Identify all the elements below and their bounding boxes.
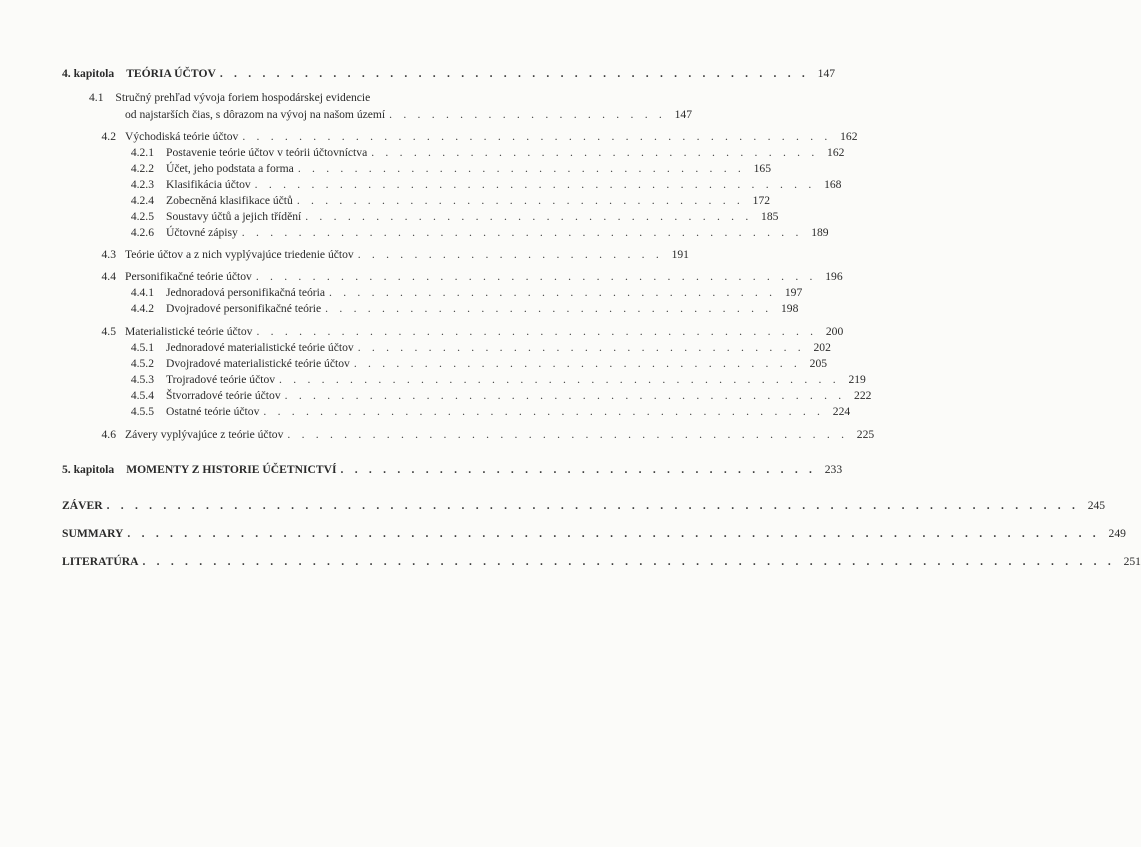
leader-dots: . . . . . . . . . . . . . . . . . . . . . . . . . . . . . . . . . . . . . . . . bbox=[256, 325, 818, 338]
leader-dots: . . . . . . . . . . . . . . . . . . . . . . . . . . . . . . . . . . bbox=[340, 463, 817, 476]
page-number: 202 bbox=[813, 341, 831, 354]
toc-entry-4-4-2[interactable] bbox=[62, 301, 799, 316]
section-title: Materialistické teórie účtov bbox=[125, 325, 253, 338]
leader-dots: . . . . . . . . . . . . . . . . . . . . . . . . . . . . . . . . . . . . . . . . . . . . . . . . . . . . . . . . . . . . . . . . . . . . . bbox=[106, 499, 1080, 512]
toc-entry-4-3[interactable] bbox=[62, 247, 689, 262]
page-number: 219 bbox=[848, 373, 866, 386]
toc-entry-zaver[interactable] bbox=[62, 498, 1106, 513]
toc-entry-4-1-line1[interactable] bbox=[89, 91, 370, 105]
section-title: Trojradové teórie účtov bbox=[166, 373, 276, 386]
section-title: Účtovné zápisy bbox=[166, 226, 238, 239]
page-number: 225 bbox=[856, 428, 875, 441]
toc-entry-4-4-1[interactable] bbox=[62, 285, 803, 300]
leader-dots: . . . . . . . . . . . . . . . . . . . . . . . . . . . . . . . . bbox=[325, 302, 773, 315]
section-title: Východiská teórie účtov bbox=[125, 130, 239, 143]
section-title: Soustavy účtů a jejich třídění bbox=[166, 210, 302, 223]
toc-entry-4-5-4[interactable] bbox=[62, 388, 872, 403]
page-number: 147 bbox=[674, 108, 692, 121]
section-title: Postavenie teórie účtov v teórii účtovníctva bbox=[166, 146, 368, 159]
leader-dots: . . . . . . . . . . . . . . . . . . . . . . . . . . . . . . . . . . . . . . . . . . . . . . . . . . . . . . . . . . . . . . . . . . . . . bbox=[127, 527, 1100, 540]
section-number: 4.2.6 bbox=[130, 226, 154, 239]
leader-dots: . . . . . . . . . . . . . . . . . . . . . . . . . . . . . . . . bbox=[296, 194, 745, 207]
toc-entry-4-5-3[interactable] bbox=[62, 372, 866, 387]
section-title: Účet, jeho podstata a forma bbox=[166, 162, 294, 175]
page-number: 162 bbox=[840, 130, 858, 143]
section-title: Závery vyplývajúce z teórie účtov bbox=[125, 428, 284, 441]
leader-dots: . . . . . . . . . . . . . . . . . . . . . . . . . . . . . . . . . . . . . . . . bbox=[241, 226, 803, 239]
page-number: 172 bbox=[752, 194, 771, 207]
toc-entry-literatura[interactable] bbox=[62, 554, 1141, 569]
entry-title: ZÁVER bbox=[62, 499, 103, 512]
page-number: 222 bbox=[854, 389, 872, 402]
page-number: 233 bbox=[824, 463, 843, 476]
page-number: 205 bbox=[809, 357, 828, 370]
leader-dots: . . . . . . . . . . . . . . . . . . . . . . . . . . . . . . . . . . . . . . . . . . bbox=[242, 130, 832, 143]
page-number: 224 bbox=[832, 405, 851, 418]
chapter-title: TEÓRIA ÚČTOV bbox=[126, 67, 216, 80]
leader-dots: . . . . . . . . . . . . . . . . . . . . . . . . . . . . . . . . . . . . . . . . bbox=[287, 428, 849, 441]
section-title: Ostatné teórie účtov bbox=[166, 405, 260, 418]
toc-entry-4-2[interactable] bbox=[62, 129, 858, 144]
page-number: 200 bbox=[825, 325, 844, 338]
section-title-line1: Stručný prehľad vývoja foriem hospodárskej evidencie bbox=[115, 91, 371, 104]
section-title: Teórie účtov a z nich vyplývajúce triedenie účtov bbox=[125, 248, 354, 261]
leader-dots: . . . . . . . . . . . . . . . . . . . . . . . . . . . . . . . . . . . . . . . . . . . . . . . . . . . . . . . . . . . . . . . . . . . . . bbox=[142, 555, 1115, 568]
section-number: 4.5.4 bbox=[130, 389, 154, 402]
section-number: 4.1 bbox=[89, 91, 104, 104]
chapter-number: 4. kapitola bbox=[62, 67, 115, 80]
toc-entry-4-2-5[interactable] bbox=[62, 209, 779, 224]
leader-dots: . . . . . . . . . . . . . . . . . . . . . . . . . . . . . . . . . . . . . . . . . . bbox=[219, 67, 810, 80]
page-number: 165 bbox=[753, 162, 772, 175]
section-number: 4.6 bbox=[101, 428, 116, 441]
leader-dots: . . . . . . . . . . . . . . . . . . . . . . . . . . . . . . . . . . . . . . . . bbox=[284, 389, 846, 402]
toc-entry-4-5-5[interactable] bbox=[62, 404, 851, 419]
leader-dots: . . . . . . . . . . . . . . . . . . . . . . . . . . . . . . . . bbox=[329, 286, 777, 299]
section-title: Jednoradové materialistické teórie účtov bbox=[166, 341, 354, 354]
toc-entry-4-6[interactable] bbox=[62, 427, 875, 442]
section-number: 4.4 bbox=[101, 270, 116, 283]
toc-entry-4-2-3[interactable] bbox=[62, 177, 842, 192]
toc-entry-4-2-6[interactable] bbox=[62, 225, 829, 240]
section-number: 4.5.1 bbox=[130, 341, 154, 354]
section-title: Dvojradové personifikačné teórie bbox=[166, 302, 322, 315]
section-title: Jednoradová personifikačná teória bbox=[166, 286, 326, 299]
toc-entry-4-4[interactable] bbox=[62, 269, 843, 284]
section-title: Štvorradové teórie účtov bbox=[166, 389, 281, 402]
section-number: 4.2.4 bbox=[130, 194, 154, 207]
section-title: Zobecněná klasifikace účtů bbox=[166, 194, 293, 207]
leader-dots: . . . . . . . . . . . . . . . . . . . . . . . . . . . . . . . . bbox=[357, 341, 805, 354]
section-number: 4.2.1 bbox=[130, 146, 154, 159]
chapter-number: 5. kapitola bbox=[62, 463, 115, 476]
toc-entry-summary[interactable] bbox=[62, 526, 1126, 541]
leader-dots: . . . . . . . . . . . . . . . . . . . . . . . . . . . . . . . . bbox=[371, 146, 819, 159]
toc-entry-4-2-4[interactable] bbox=[62, 193, 771, 208]
leader-dots: . . . . . . . . . . . . . . . . . . . . . . . . . . . . . . . . . . . . . . . . bbox=[263, 405, 825, 418]
toc-entry-4-2-1[interactable] bbox=[62, 145, 845, 160]
chapter-title: MOMENTY Z HISTORIE ÚČETNICTVÍ bbox=[126, 463, 337, 476]
section-number: 4.5.2 bbox=[130, 357, 154, 370]
page-number: 185 bbox=[761, 210, 779, 223]
page-number: 191 bbox=[671, 248, 689, 261]
section-title: Klasifikácia účtov bbox=[166, 178, 251, 191]
toc-entry-4-5-1[interactable] bbox=[62, 340, 831, 355]
leader-dots: . . . . . . . . . . . . . . . . . . . . . . . . . . . . . . . . bbox=[305, 210, 753, 223]
leader-dots: . . . . . . . . . . . . . . . . . . . . . . . . . . . . . . . . bbox=[297, 162, 746, 175]
toc-entry-4-5-2[interactable] bbox=[62, 356, 828, 371]
leader-dots: . . . . . . . . . . . . . . . . . . . . . . . . . . . . . . . . bbox=[353, 357, 802, 370]
section-number: 4.2.5 bbox=[130, 210, 154, 223]
page-number: 168 bbox=[824, 178, 842, 191]
section-number: 4.2.3 bbox=[130, 178, 154, 191]
section-number: 4.5.5 bbox=[130, 405, 154, 418]
section-number: 4.2.2 bbox=[130, 162, 154, 175]
section-title-line2: od najstarších čias, s dôrazom na vývoj na našom území bbox=[125, 108, 386, 121]
leader-dots: . . . . . . . . . . . . . . . . . . . . . . . . . . . . . . . . . . . . . . . . bbox=[279, 373, 840, 386]
page-number: 189 bbox=[811, 226, 829, 239]
section-title: Personifikačné teórie účtov bbox=[125, 270, 252, 283]
leader-dots: . . . . . . . . . . . . . . . . . . . . . . bbox=[357, 248, 663, 261]
page-number: 162 bbox=[827, 146, 845, 159]
section-number: 4.5.3 bbox=[130, 373, 154, 386]
section-number: 4.4.2 bbox=[130, 302, 154, 315]
leader-dots: . . . . . . . . . . . . . . . . . . . . . . . . . . . . . . . . . . . . . . . . bbox=[254, 178, 816, 191]
toc-entry-4-1[interactable] bbox=[62, 107, 692, 122]
entry-title: SUMMARY bbox=[62, 527, 124, 540]
section-number: 4.2 bbox=[101, 130, 116, 143]
section-number: 4.5 bbox=[101, 325, 116, 338]
entry-title: LITERATÚRA bbox=[62, 555, 139, 568]
toc-entry-4-5[interactable] bbox=[62, 324, 844, 339]
page-number: 198 bbox=[780, 302, 799, 315]
toc-entry-chapter-5[interactable] bbox=[62, 462, 843, 477]
page-number: 251 bbox=[1123, 555, 1141, 568]
section-number: 4.4.1 bbox=[130, 286, 154, 299]
toc-entry-4-2-2[interactable] bbox=[62, 161, 772, 176]
page-number: 197 bbox=[784, 286, 803, 299]
page-number: 196 bbox=[825, 270, 843, 283]
leader-dots: . . . . . . . . . . . . . . . . . . . . . . . . . . . . . . . . . . . . . . . . bbox=[255, 270, 817, 283]
section-title: Dvojradové materialistické teórie účtov bbox=[166, 357, 350, 370]
leader-dots: . . . . . . . . . . . . . . . . . . . . bbox=[389, 108, 666, 121]
page-number: 249 bbox=[1108, 527, 1126, 540]
toc-entry-chapter-4[interactable] bbox=[62, 66, 836, 81]
page-number: 245 bbox=[1087, 499, 1106, 512]
page-number: 147 bbox=[817, 67, 836, 80]
section-number: 4.3 bbox=[101, 248, 116, 261]
